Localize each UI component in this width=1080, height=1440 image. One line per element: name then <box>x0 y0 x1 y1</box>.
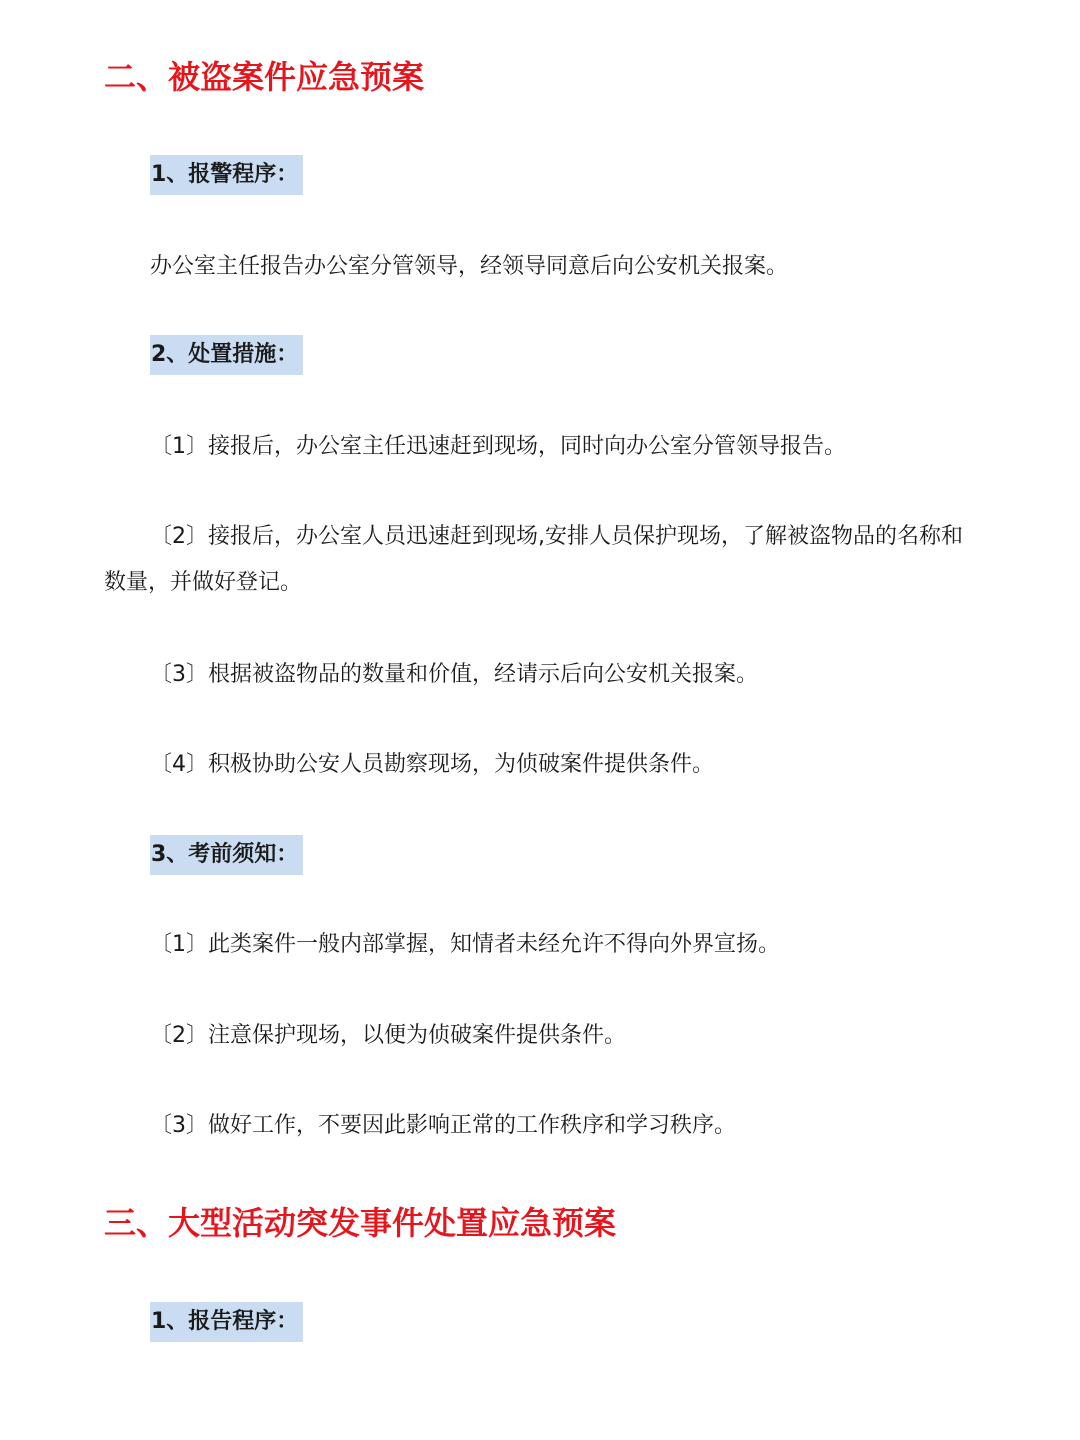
paragraph: 〔1〕此类案件一般内部掌握，知情者未经允许不得向外界宣扬。 <box>150 932 780 957</box>
subsection-heading: 2、处置措施： <box>150 335 303 375</box>
paragraph: 〔3〕做好工作，不要因此影响正常的工作秩序和学习秩序。 <box>150 1113 736 1138</box>
paragraph: 〔2〕接报后，办公室人员迅速赶到现场,安排人员保护现场，了解被盗物品的名称和数量，并做好登记。 <box>104 524 963 595</box>
paragraph: 〔3〕根据被盗物品的数量和价值，经请示后向公安机关报案。 <box>150 662 758 687</box>
subsection-heading: 1、报告程序： <box>150 1302 303 1342</box>
paragraph: 〔1〕接报后，办公室主任迅速赶到现场，同时向办公室分管领导报告。 <box>150 434 846 459</box>
paragraph: 〔2〕注意保护现场，以便为侦破案件提供条件。 <box>150 1023 626 1048</box>
section-title: 三、大型活动突发事件处置应急预案 <box>104 1204 617 1242</box>
subsection-heading: 1、报警程序： <box>150 155 303 195</box>
section-title: 二、被盗案件应急预案 <box>104 58 425 96</box>
paragraph: 〔4〕积极协助公安人员勘察现场，为侦破案件提供条件。 <box>150 752 714 777</box>
paragraph: 办公室主任报告办公室分管领导，经领导同意后向公安机关报案。 <box>150 254 789 279</box>
subsection-heading: 3、考前须知： <box>150 835 303 875</box>
